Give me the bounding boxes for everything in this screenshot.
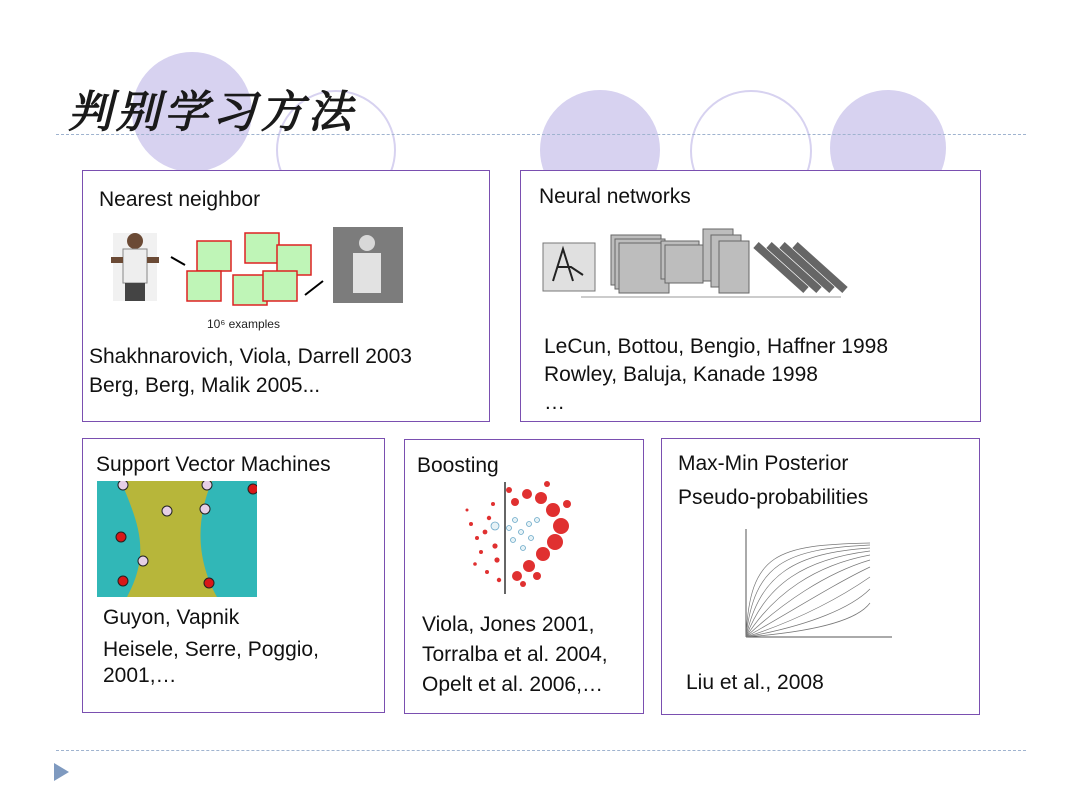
panel-title: Neural networks [539, 185, 691, 208]
title-divider [56, 134, 1026, 135]
panel-neural-networks [520, 170, 981, 422]
examples-caption: 10⁶ examples [207, 317, 280, 331]
reference-line: Shakhnarovich, Viola, Darrell 2003 [89, 345, 412, 368]
panel-title: Nearest neighbor [99, 188, 261, 211]
reference-line: Liu et al., 2008 [686, 671, 824, 694]
reference-line: Berg, Berg, Malik 2005... [89, 374, 321, 397]
reference-line: Torralba et al. 2004, [422, 643, 608, 666]
boosting-decision-boundary-illustration [457, 480, 587, 595]
panel-svm [82, 438, 385, 713]
nearest-neighbor-illustration [105, 223, 405, 313]
reference-line: Guyon, Vapnik [103, 606, 240, 629]
panel-title: Max-Min Posterior [678, 452, 849, 475]
panel-nearest-neighbor [82, 170, 490, 422]
svm-margin-illustration [97, 481, 257, 597]
slide-title: 判别学习方法 [68, 87, 356, 138]
panel-boosting [404, 439, 644, 714]
panel-subtitle: Pseudo-probabilities [678, 486, 869, 509]
footer-divider [56, 750, 1026, 751]
panel-max-min-posterior [661, 438, 980, 715]
reference-line: LeCun, Bottou, Bengio, Haffner 1998 [544, 335, 889, 358]
reference-line: Opelt et al. 2006,… [422, 673, 603, 696]
panel-title: Support Vector Machines [96, 453, 331, 476]
panel-title: Boosting [417, 454, 499, 477]
next-slide-arrow-icon[interactable] [54, 763, 69, 781]
reference-line: Viola, Jones 2001, [422, 613, 595, 636]
pseudo-probability-curves-plot [736, 523, 896, 643]
cnn-architecture-diagram [541, 215, 871, 305]
reference-line: Rowley, Baluja, Kanade 1998 [544, 363, 818, 386]
reference-line: … [544, 391, 565, 414]
reference-line: Heisele, Serre, Poggio, [103, 638, 319, 661]
reference-line: 2001,… [103, 664, 177, 687]
